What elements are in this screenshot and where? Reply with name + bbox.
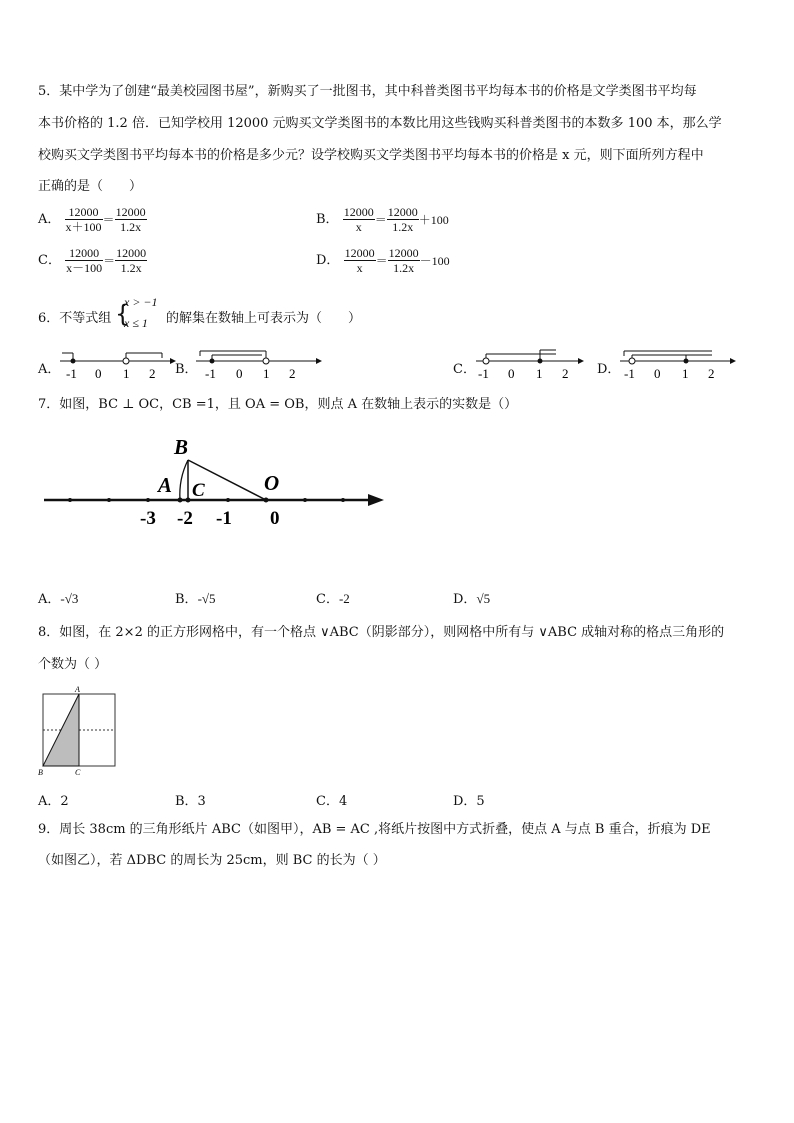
q8-grid-figure <box>38 684 120 780</box>
q6-option-c-label[interactable]: C． <box>453 362 476 377</box>
fraction: $\frac{12000}{x+100}$ <box>65 205 102 234</box>
tick-label: -1 <box>216 508 232 529</box>
q5-stem-line-2: 本书价格的 1.2 倍．已知学校用 12000 元购买文学类图书的本数比用这些钱购买科普类图书的本数多 100 本，那么学 <box>38 116 722 131</box>
q8-stem-line-2: 个数为（ ） <box>38 657 108 672</box>
option-label: C． <box>38 253 61 268</box>
fraction: $\frac{12000}{1.2x}$ <box>116 246 147 275</box>
q7-stem: 7．如图，BC ⊥ OC，CB =1，且 OA = OB，则点 A 在数轴上表示的实数是（） <box>38 397 518 412</box>
svg-text:-1: -1 <box>624 366 635 380</box>
q5-stem-line-1: 5．某中学为了创建“最美校园图书屋”，新购买了一批图书，其中科普类图书平均每本书的价格是文学类图书平均每 <box>38 84 697 99</box>
q7-option-c[interactable]: C．-2 <box>316 591 350 607</box>
q6-option-d-label[interactable]: D． <box>597 362 621 377</box>
inequality-2: x ≤ 1 <box>124 316 148 330</box>
q5-option-d[interactable]: D． $\frac{12000}{x}$ ＝ $\frac{12000}{1.2x}$ －100 <box>316 246 450 275</box>
q7-option-b[interactable]: B．-√5 <box>175 591 216 607</box>
q5-option-a[interactable]: A． $\frac{12000}{x+100}$ ＝ $\frac{12000}{1.2x}$ <box>38 205 146 234</box>
q8-option-a[interactable]: A．2 <box>38 794 69 809</box>
svg-text:0: 0 <box>236 366 243 380</box>
q6-option-b-label[interactable]: B． <box>175 362 198 377</box>
tick-label: 0 <box>270 508 280 529</box>
q6-suffix: 的解集在数轴上可表示为（ ） <box>166 311 362 326</box>
q5-option-b[interactable]: B． $\frac{12000}{x}$ ＝ $\frac{12000}{1.2x}$ ＋100 <box>316 205 449 234</box>
svg-text:-1: -1 <box>66 366 77 380</box>
svg-text:-1: -1 <box>478 366 489 380</box>
fraction: $\frac{12000}{1.2x}$ <box>115 205 146 234</box>
svg-text:1: 1 <box>682 366 689 380</box>
q6-number-line-c[interactable] <box>474 346 590 380</box>
svg-text:1: 1 <box>263 366 270 380</box>
q6-number-line-d[interactable] <box>618 346 742 380</box>
q8-option-d[interactable]: D．5 <box>453 794 485 809</box>
label-c: C <box>192 480 205 501</box>
fraction: $\frac{12000}{1.2x}$ <box>387 205 418 234</box>
q7-figure <box>40 432 390 532</box>
q9-stem-line-1: 9．周长 38cm 的三角形纸片 ABC（如图甲），AB = AC ,将纸片按图中方式折叠，使点 A 与点 B 重合，折痕为 DE <box>38 822 711 837</box>
svg-text:0: 0 <box>95 366 102 380</box>
brace-icon: { <box>115 300 131 328</box>
q9-stem-line-2: （如图乙），若 ΔDBC 的周长为 25cm，则 BC 的长为（ ） <box>38 853 386 868</box>
svg-text:2: 2 <box>289 366 296 380</box>
q5-stem-line-3: 校购买文学类图书平均每本书的价格是多少元？设学校购买文学类图书平均每本书的价格是 x 元，则下面所列方程中 <box>38 148 704 163</box>
tick-label: -3 <box>140 508 156 529</box>
q5-stem-line-4: 正确的是（ ） <box>38 179 143 194</box>
label-a: A <box>158 473 173 497</box>
q5-option-c[interactable]: C． $\frac{12000}{x-100}$ ＝ $\frac{12000}{1.2x}$ <box>38 246 147 275</box>
label-c: C <box>75 768 81 777</box>
q6-prefix: 6．不等式组 <box>38 311 112 326</box>
label-b: B <box>38 768 43 777</box>
q7-option-a[interactable]: A．-√3 <box>38 591 79 607</box>
svg-text:0: 0 <box>654 366 661 380</box>
svg-text:2: 2 <box>149 366 156 380</box>
fraction: $\frac{12000}{x}$ <box>344 246 375 275</box>
svg-text:2: 2 <box>562 366 569 380</box>
fraction: $\frac{12000}{x}$ <box>343 205 374 234</box>
label-o: O <box>264 471 280 495</box>
svg-text:2: 2 <box>708 366 715 380</box>
svg-text:0: 0 <box>508 366 515 380</box>
fraction: $\frac{12000}{x-100}$ <box>66 246 103 275</box>
q8-option-b[interactable]: B．3 <box>175 794 206 809</box>
q6-option-a-label[interactable]: A． <box>38 362 61 377</box>
svg-text:1: 1 <box>123 366 130 380</box>
q8-option-c[interactable]: C．4 <box>316 794 348 809</box>
label-a: A <box>75 685 80 694</box>
svg-text:1: 1 <box>536 366 543 380</box>
fraction: $\frac{12000}{1.2x}$ <box>388 246 419 275</box>
inequality-1: x > −1 <box>124 295 158 309</box>
option-label: D． <box>316 253 340 268</box>
svg-text:-1: -1 <box>205 366 216 380</box>
q8-stem-line-1: 8．如图，在 2×2 的正方形网格中，有一个格点 ∨ABC（阴影部分），则网格中所有与 ∨ABC 成轴对称的格点三角形的 <box>38 625 725 640</box>
option-label: A． <box>38 212 61 227</box>
tick-label: -2 <box>177 508 193 529</box>
q6-number-line-a[interactable] <box>58 346 178 380</box>
q6-number-line-b[interactable] <box>194 346 324 380</box>
option-label: B． <box>316 212 339 227</box>
label-b: B <box>174 435 189 459</box>
q7-option-d[interactable]: D．√5 <box>453 591 491 607</box>
